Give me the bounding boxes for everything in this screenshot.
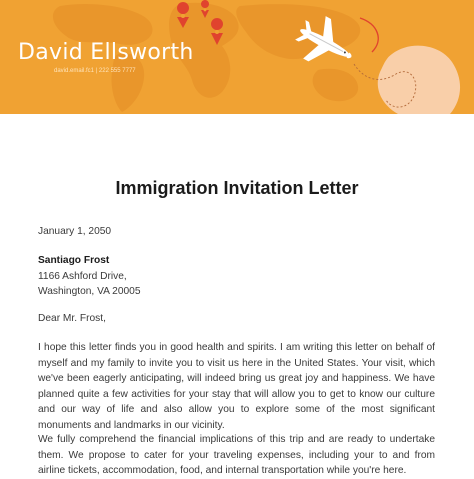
sender-contact: david.email.fc1 | 222 555 7777 [54,68,136,74]
letter-title: Immigration Invitation Letter [115,178,359,198]
letterhead-banner [0,0,474,114]
body-paragraph: We fully comprehend the financial implications of this trip and are ready to undertake them. We propose to cater for your traveling expenses, including your to and from airline tickets, accommodation, food, and internal transportation while you're here. [38,434,435,476]
flight-route-line [360,18,378,52]
recipient-block [38,253,435,300]
recipient-address-line2: Washington, VA 20005 [38,286,141,297]
recipient-address-line1: 1166 Ashford Drive, [38,270,127,282]
peach-blob [378,46,460,114]
sender-name: David Ellsworth [18,40,194,65]
letter-date: January 1, 2050 [38,226,112,237]
recipient-name: Santiago Frost [38,255,110,266]
body-paragraph: I hope this letter finds you in good health and spirits. I am writing this letter on behalf of myself and my family to invite you to visit us here in the United States. Your visit, which we've been eagerly anticipating, will indeed bring us great joy and happiness. We have planned quite a few activities for your stay that will allow you to get to know our culture and our way of life and also allow you to explore some of the most significant monuments and landmarks in our vicinity. [38,342,435,431]
salutation: Dear Mr. Frost, [38,313,106,324]
